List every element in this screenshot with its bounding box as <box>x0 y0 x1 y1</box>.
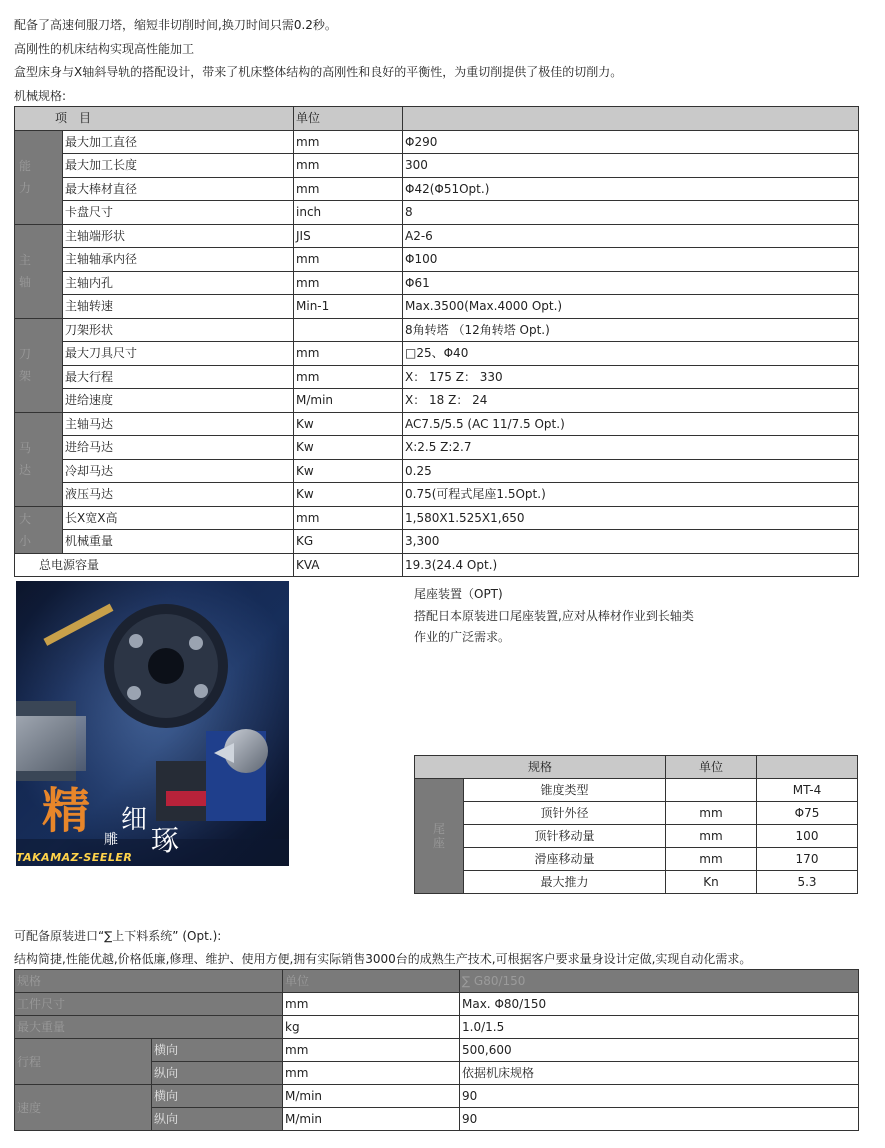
brand-logo: TAKAMAZ-SEELER <box>16 851 133 864</box>
loader-label: 工件尺寸 <box>15 993 283 1016</box>
spec-unit: KVA <box>294 553 403 577</box>
table-row <box>15 459 859 483</box>
spec-unit: mm <box>294 271 403 295</box>
machine-spec-table <box>14 106 859 577</box>
table-row <box>15 130 859 154</box>
spec-label: 最大加工直径 <box>63 130 294 154</box>
table-row <box>15 483 859 507</box>
spec-header-row <box>15 107 859 131</box>
slogan-char: 精 <box>42 783 91 839</box>
spec-unit: M/min <box>294 389 403 413</box>
table-row <box>15 1039 859 1062</box>
tailstock-value: Φ75 <box>757 802 858 825</box>
loader-value: 90 <box>460 1085 859 1108</box>
tailstock-value: 170 <box>757 848 858 871</box>
spec-label: 刀架形状 <box>63 318 294 342</box>
spec-header-item: 项 目 <box>15 107 294 131</box>
spec-unit: Kw <box>294 436 403 460</box>
spec-unit: mm <box>294 365 403 389</box>
spec-value: 3,300 <box>403 530 859 554</box>
table-row <box>15 553 859 577</box>
spec-value: 8 <box>403 201 859 225</box>
loader-system-table <box>14 969 859 1131</box>
tailstock-header-unit: 单位 <box>666 756 757 779</box>
spec-header-value <box>403 107 859 131</box>
table-row <box>15 412 859 436</box>
machine-photo <box>16 581 289 866</box>
table-row <box>415 779 858 802</box>
spec-unit: mm <box>294 342 403 366</box>
spec-unit <box>294 318 403 342</box>
spec-unit: mm <box>294 154 403 178</box>
table-row <box>415 871 858 894</box>
spec-value: A2-6 <box>403 224 859 248</box>
loader-value: 1.0/1.5 <box>460 1016 859 1039</box>
tailstock-unit: mm <box>666 848 757 871</box>
intro-line: 盒型床身与X轴斜导轨的搭配设计，带来了机床整体结构的高刚性和良好的平衡性，为重切削提供了极佳的切削力。 <box>14 65 623 79</box>
spec-unit: mm <box>294 506 403 530</box>
tailstock-label: 顶针移动量 <box>464 825 666 848</box>
table-row <box>15 271 859 295</box>
table-row <box>15 342 859 366</box>
tailstock-unit: mm <box>666 825 757 848</box>
loader-system-desc: 结构简捷,性能优越,价格低廉,修理、维护、使用方便,拥有实际销售3000台的成熟生产技术,可根据客户要求量身设计定做,实现自动化需求。 <box>14 952 752 966</box>
spec-label: 主轴内孔 <box>63 271 294 295</box>
spec-value: Φ42(Φ51Opt.) <box>403 177 859 201</box>
loader-header-row <box>15 970 859 993</box>
spec-category: 大 小 <box>15 506 63 553</box>
tailstock-value: MT-4 <box>757 779 858 802</box>
loader-header-spec: 规格 <box>15 970 283 993</box>
table-row <box>15 365 859 389</box>
tailstock-unit: Kn <box>666 871 757 894</box>
spec-unit: mm <box>294 177 403 201</box>
spec-label: 进给马达 <box>63 436 294 460</box>
table-row <box>15 295 859 319</box>
spec-value: 1,580X1.525X1,650 <box>403 506 859 530</box>
tailstock-spec-table <box>414 755 858 894</box>
intro-line: 配备了高速伺服刀塔，缩短非切削时间,换刀时间只需0.2秒。 <box>14 18 337 32</box>
spec-label: 最大行程 <box>63 365 294 389</box>
table-row <box>15 1085 859 1108</box>
table-row <box>15 993 859 1016</box>
slogan-char: 细 <box>121 805 148 835</box>
tailstock-value: 100 <box>757 825 858 848</box>
table-row <box>415 825 858 848</box>
spec-value: Φ100 <box>403 248 859 272</box>
spec-category: 马 达 <box>15 412 63 506</box>
slogan-char: 琢 <box>151 824 180 857</box>
spec-value: Φ61 <box>403 271 859 295</box>
spec-value: Φ290 <box>403 130 859 154</box>
spec-label: 主轴端形状 <box>63 224 294 248</box>
loader-value: 依据机床规格 <box>460 1062 859 1085</box>
loader-header-value: ∑ G80/150 <box>460 970 859 993</box>
loader-unit: M/min <box>283 1108 460 1131</box>
table-row <box>15 436 859 460</box>
spec-label: 进给速度 <box>63 389 294 413</box>
intro-line: 高刚性的机床结构实现高性能加工 <box>14 41 195 56</box>
table-row <box>15 154 859 178</box>
table-row <box>15 389 859 413</box>
loader-sub-label: 横向 <box>152 1085 283 1108</box>
loader-system-intro <box>14 925 884 971</box>
loader-unit: kg <box>283 1016 460 1039</box>
spec-value: AC7.5/5.5 (AC 11/7.5 Opt.) <box>403 412 859 436</box>
loader-value: Max. Φ80/150 <box>460 993 859 1016</box>
spec-value: X： 18 Z： 24 <box>403 389 859 413</box>
spec-value: □25、Φ40 <box>403 342 859 366</box>
spec-value: 0.25 <box>403 459 859 483</box>
loader-unit: mm <box>283 993 460 1016</box>
tailstock-text <box>398 584 838 649</box>
spec-header-unit: 单位 <box>294 107 403 131</box>
spec-label: 液压马达 <box>63 483 294 507</box>
spec-unit: Min-1 <box>294 295 403 319</box>
loader-unit: mm <box>283 1062 460 1085</box>
loader-system-title: 可配备原装进口“∑上下料系统” (Opt.): <box>14 929 222 943</box>
table-row <box>415 802 858 825</box>
tailstock-category: 尾 座 <box>415 779 464 894</box>
spec-value: 8角转塔 （12角转塔 Opt.) <box>403 318 859 342</box>
table-row <box>15 506 859 530</box>
loader-group-label: 行程 <box>15 1039 152 1085</box>
spec-value: 19.3(24.4 Opt.) <box>403 553 859 577</box>
tailstock-line: 搭配日本原装进口尾座装置,应对从棒材作业到长轴类 <box>414 608 694 623</box>
tailstock-header-spec: 规格 <box>415 756 666 779</box>
loader-sub-label: 横向 <box>152 1039 283 1062</box>
table-row <box>15 224 859 248</box>
tailstock-unit: mm <box>666 802 757 825</box>
spec-label: 卡盘尺寸 <box>63 201 294 225</box>
spec-value: 0.75(可程式尾座1.5Opt.) <box>403 483 859 507</box>
spec-value: X:2.5 Z:2.7 <box>403 436 859 460</box>
tailstock-value: 5.3 <box>757 871 858 894</box>
tailstock-unit <box>666 779 757 802</box>
loader-sub-label: 纵向 <box>152 1062 283 1085</box>
spec-label-power: 总电源容量 <box>15 553 294 577</box>
spec-value: X： 175 Z： 330 <box>403 365 859 389</box>
spec-unit: KG <box>294 530 403 554</box>
table-row <box>15 177 859 201</box>
spec-unit: Kw <box>294 459 403 483</box>
table-row <box>15 318 859 342</box>
photo-slogan <box>26 783 206 857</box>
table-row <box>15 1016 859 1039</box>
table-row <box>15 201 859 225</box>
spec-label: 长X宽X高 <box>63 506 294 530</box>
tailstock-header-value <box>757 756 858 779</box>
tailstock-label: 锥度类型 <box>464 779 666 802</box>
intro-line: 机械规格: <box>14 88 67 103</box>
spec-category: 能 力 <box>15 130 63 224</box>
spec-label: 主轴轴承内径 <box>63 248 294 272</box>
spec-unit: inch <box>294 201 403 225</box>
loader-value: 90 <box>460 1108 859 1131</box>
spec-unit: JIS <box>294 224 403 248</box>
loader-label: 最大重量 <box>15 1016 283 1039</box>
spec-label: 最大棒材直径 <box>63 177 294 201</box>
slogan-char: 雕 <box>104 832 118 848</box>
spec-label: 主轴马达 <box>63 412 294 436</box>
loader-value: 500,600 <box>460 1039 859 1062</box>
loader-unit: M/min <box>283 1085 460 1108</box>
spec-value: Max.3500(Max.4000 Opt.) <box>403 295 859 319</box>
spec-category: 刀 架 <box>15 318 63 412</box>
intro-text <box>14 14 874 108</box>
loader-group-label: 速度 <box>15 1085 152 1131</box>
spec-label: 冷却马达 <box>63 459 294 483</box>
spec-label: 主轴转速 <box>63 295 294 319</box>
spec-unit: Kw <box>294 412 403 436</box>
spec-label: 最大加工长度 <box>63 154 294 178</box>
table-row <box>15 530 859 554</box>
table-row <box>15 248 859 272</box>
tailstock-header-row <box>415 756 858 779</box>
tailstock-label: 最大推力 <box>464 871 666 894</box>
loader-sub-label: 纵向 <box>152 1108 283 1131</box>
tailstock-line: 作业的广泛需求。 <box>414 630 511 644</box>
spec-unit: mm <box>294 248 403 272</box>
tailstock-label: 顶针外径 <box>464 802 666 825</box>
spec-label: 机械重量 <box>63 530 294 554</box>
table-row <box>415 848 858 871</box>
tailstock-line: 尾座装置（OPT) <box>414 587 503 601</box>
tailstock-label: 滑座移动量 <box>464 848 666 871</box>
spec-unit: mm <box>294 130 403 154</box>
spec-label: 最大刀具尺寸 <box>63 342 294 366</box>
loader-unit: mm <box>283 1039 460 1062</box>
spec-category: 主 轴 <box>15 224 63 318</box>
loader-header-unit: 单位 <box>283 970 460 993</box>
spec-value: 300 <box>403 154 859 178</box>
spec-unit: Kw <box>294 483 403 507</box>
